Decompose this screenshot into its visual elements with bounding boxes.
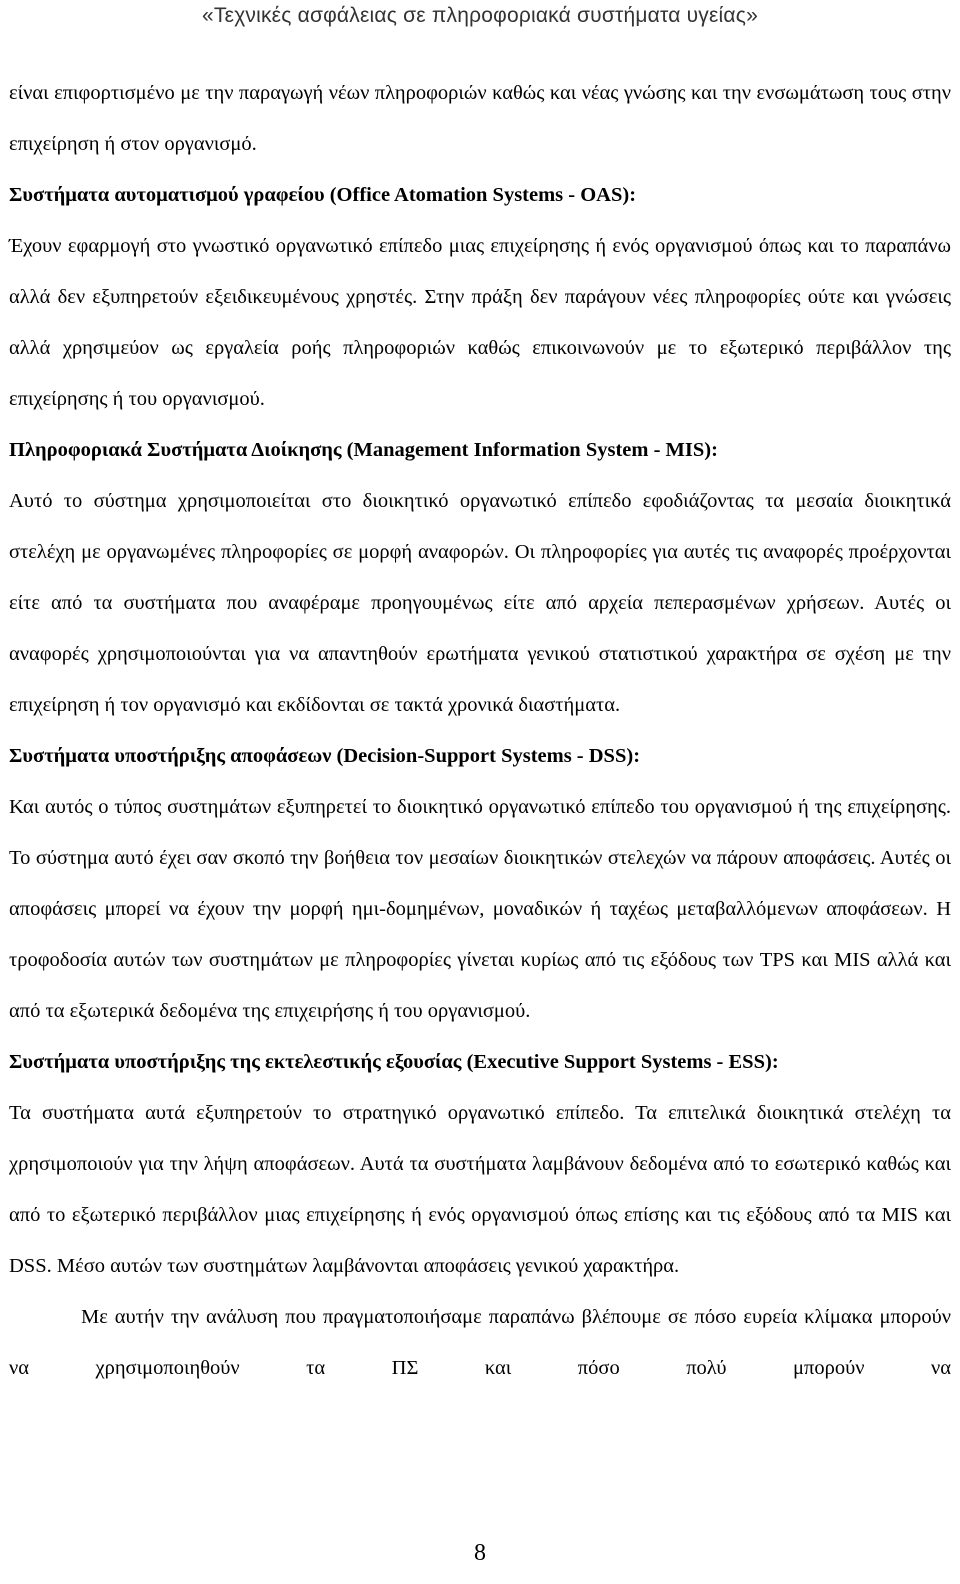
running-header: «Τεχνικές ασφάλειας σε πληροφοριακά συστήματα υγείας» [202,4,758,27]
paragraph-intro: είναι επιφορτισμένο με την παραγωγή νέων πληροφοριών καθώς και νέας γνώσης και την ενσωμάτωση τους στην επιχείρηση ή στον οργανισμό. [9,82,951,155]
heading-mis: Πληροφοριακά Συστήματα Διοίκησης (Management Information System - MIS): [9,439,718,461]
paragraph-mis: Αυτό το σύστημα χρησιμοποιείται στο διοικητικό οργανωτικό επίπεδο εφοδιάζοντας τα μεσαία διοικητικά στελέχη με οργανωμένες πληροφορίες σε μορφή αναφορών. Οι πληροφορίες για αυτές τις αναφορές προέρχονται είτε από τα συστήματα που αναφέραμε προηγουμένως είτε από αρχεία πεπερασμένων χρήσεων. Αυτές οι αναφορές χρησιμοποιούνται για να απαντηθούν ερωτήματα γενικού στατιστικού χαρακτήρα σε σχέση με την επιχείρηση ή τον οργανισμό και εκδίδονται σε τακτά χρονικά διαστήματα. [9,490,951,716]
paragraph-dss: Και αυτός ο τύπος συστημάτων εξυπηρετεί το διοικητικό οργανωτικό επίπεδο του οργανισμού ή της επιχείρησης. Το σύστημα αυτό έχει σαν σκοπό την βοήθεια τον μεσαίων διοικητικών στελεχών να πάρουν αποφάσεις. Αυτές οι αποφάσεις μπορεί να έχουν την μορφή ημι-δομημένων, μοναδικών ή ταχέως μεταβαλλόμενων αποφάσεων. Η τροφοδοσία αυτών των συστημάτων με πληροφορίες γίνεται κυρίως από τις εξόδους των TPS και MIS αλλά και από τα εξωτερικά δεδομένα της επιχειρήσης ή του οργανισμού. [9,796,951,1022]
page-number: 8 [474,1540,486,1566]
body-text [9,68,951,1394]
paragraph-closing: Με αυτήν την ανάλυση που πραγματοποιήσαμε παραπάνω βλέπουμε σε πόσο ευρεία κλίμακα μπορούν να χρησιμοποιηθούν τα ΠΣ και πόσο πολύ μπορούν να [9,1306,951,1379]
heading-ess: Συστήματα υποστήριξης της εκτελεστικής εξουσίας (Executive Support Systems - ESS): [9,1051,779,1073]
paragraph-oas: Έχουν εφαρμογή στο γνωστικό οργανωτικό επίπεδο μιας επιχείρησης ή ενός οργανισμού όπως και το παραπάνω αλλά δεν εξυπηρετούν εξειδικευμένους χρηστές. Στην πράξη δεν παράγουν νέες πληροφορίες ούτε και γνώσεις αλλά χρησιμεύον ως εργαλεία ροής πληροφοριών καθώς επικοινωνούν με το εξωτερικό περιβάλλον της επιχείρησης ή του οργανισμού. [9,235,951,410]
paragraph-ess: Τα συστήματα αυτά εξυπηρετούν το στρατηγικό οργανωτικό επίπεδο. Τα επιτελικά διοικητικά στελέχη τα χρησιμοποιούν για την λήψη αποφάσεων. Αυτά τα συστήματα λαμβάνουν δεδομένα από το εσωτερικό καθώς και από το εξωτερικό περιβάλλον μιας επιχείρησης ή ενός οργανισμού όπως επίσης και τις εξόδους από τα MIS και DSS. Μέσο αυτών των συστημάτων λαμβάνονται αποφάσεις γενικού χαρακτήρα. [9,1102,951,1277]
heading-oas: Συστήματα αυτοματισμού γραφείου (Office Atomation Systems - OAS): [9,184,637,206]
heading-dss: Συστήματα υποστήριξης αποφάσεων (Decision-Support Systems - DSS): [9,745,641,767]
